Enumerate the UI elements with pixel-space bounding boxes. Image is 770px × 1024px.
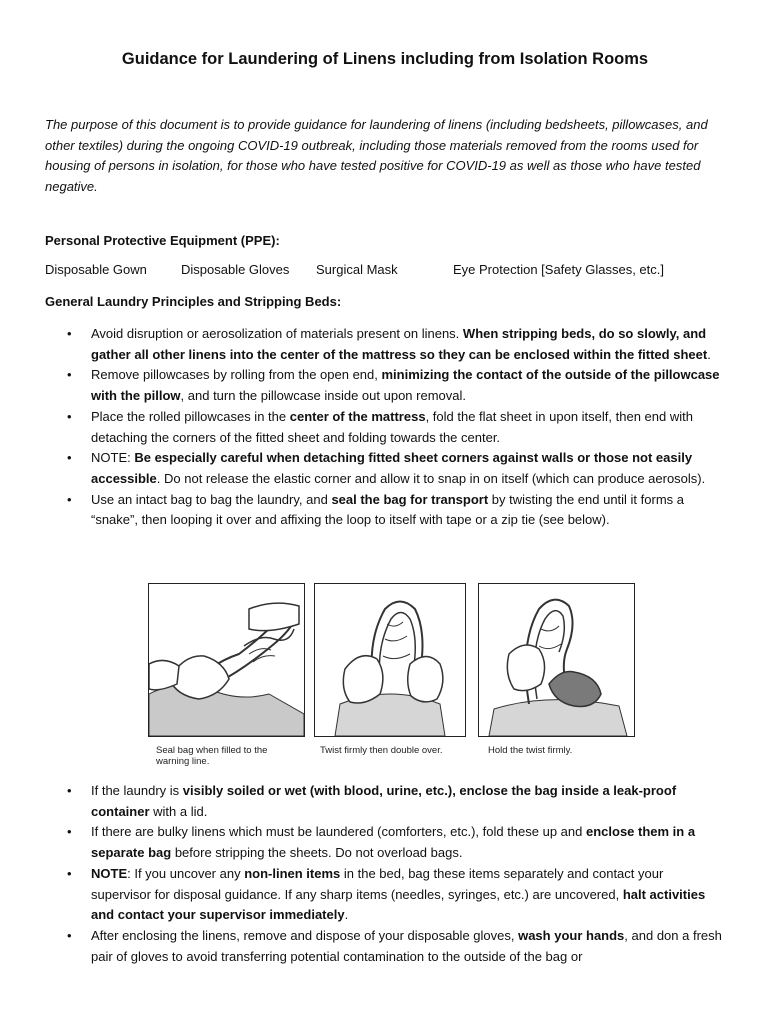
bold-text: seal the bag for transport [331, 491, 489, 507]
ppe-item-eye-protection: Eye Protection [Safety Glasses, etc.] [453, 262, 664, 277]
text: . Do not release the elastic corner and allow it to snap in on itself (which can produce aerosols). [156, 470, 706, 486]
ppe-heading: Personal Protective Equipment (PPE): [45, 233, 280, 248]
bold-text: When stripping beds, do so slowly, and gather all other linens into the center of the mattress so they can be enclosed within the fitted sheet [91, 326, 708, 362]
text: , fold the flat sheet in upon itself, then end with detaching the corners of the fitted sheet and folding towards the center. [91, 408, 693, 445]
text: in the bed, bag these items separately and contact your supervisor for disposal guidance. If any sharp items (needles, syringes, etc.) are uncovered, [91, 865, 664, 902]
text: After enclosing the linens, remove and dispose of your disposable gloves, [91, 927, 519, 943]
text: NOTE: [91, 450, 135, 466]
bullet-dot: • [67, 326, 72, 341]
text: by twisting the end until it forms a “snake”, then looping it over and affixing the loop to itself with tape or a zip tie (see below). [91, 491, 684, 528]
text: , and don a fresh pair of gloves to avoid transferring potential contamination to the outside of the bag or [91, 927, 722, 964]
bold-text: halt activities and contact your supervisor immediately [91, 886, 706, 923]
figure-panel-hold-twist [478, 583, 635, 737]
bold-text: enclose them in a separate bag [91, 824, 696, 861]
bold-text: NOTE [91, 865, 128, 881]
caption-hold-twist: Hold the twist firmly. [488, 745, 573, 756]
figure-panel-twist-bag [314, 583, 466, 737]
bullet-dot: • [67, 927, 72, 943]
bullet-item [45, 324, 725, 365]
text: Use an intact bag to bag the laundry, and [91, 491, 332, 507]
bold-text: visibly soiled or wet (with blood, urine, etc.), enclose the bag inside a leak-proof container [91, 783, 677, 819]
bullet-item [45, 864, 725, 926]
intro-paragraph: The purpose of this document is to provide guidance for laundering of linens (including bedsheets, pillowcases, and other textiles) during the ongoing COVID-19 outbreak, including those materials removed from the rooms used for housing of persons in isolation, for those who have tested positive for COVID-19 as well as those who have tested negative. [45, 117, 708, 194]
bullet-item [45, 781, 725, 822]
page-title: Guidance for Laundering of Linens including from Isolation Rooms [121, 50, 649, 68]
bullet-item [45, 926, 725, 967]
bold-text: Be especially careful when detaching fitted sheet corners against walls or those not easily accessible [91, 450, 693, 486]
bullet-dot: • [67, 491, 72, 507]
caption-twist-bag: Twist firmly then double over. [320, 745, 443, 756]
text: : If you uncover any [127, 865, 245, 881]
laundry-heading: General Laundry Principles and Stripping Beds: [45, 294, 342, 309]
ppe-item-gloves: Disposable Gloves [181, 262, 290, 277]
bullet-dot: • [67, 450, 72, 466]
bullet-dot: • [67, 865, 72, 881]
text: Place the rolled pillowcases in the [91, 408, 290, 424]
twist-bag-illustration [315, 584, 465, 736]
bullet-item [45, 822, 725, 863]
bullet-item [45, 365, 725, 406]
hold-twist-illustration [479, 584, 634, 736]
text: Remove pillowcases by rolling from the open end, [91, 367, 382, 383]
figure-panel-seal-bag [148, 583, 305, 737]
bullet-list-top [45, 324, 725, 531]
text: , and turn the pillowcase inside out upon removal. [180, 388, 466, 404]
bullet-dot: • [67, 408, 72, 424]
bullet-item [45, 448, 725, 489]
ppe-item-gown: Disposable Gown [45, 262, 147, 277]
bullet-list-bottom [45, 781, 725, 967]
caption-seal-bag: Seal bag when filled to the warning line. [156, 745, 268, 767]
text: before stripping the sheets. Do not overload bags. [171, 845, 463, 861]
seal-bag-illustration [149, 584, 304, 736]
text: . [707, 346, 711, 362]
bullet-item [45, 407, 725, 448]
text: If there are bulky linens which must be laundered (comforters, etc.), fold these up and [91, 824, 586, 840]
text: with a lid. [149, 803, 208, 819]
text: Avoid disruption or aerosolization of materials present on linens. [91, 326, 463, 341]
bold-text: center of the mattress [289, 408, 426, 424]
bullet-dot: • [67, 824, 72, 840]
bag-sealing-figure [148, 583, 634, 773]
bullet-dot: • [67, 367, 72, 383]
bold-text: wash your hands [518, 927, 625, 943]
ppe-item-mask: Surgical Mask [316, 262, 398, 277]
bold-text: minimizing the contact of the outside of the pillowcase with the pillow [91, 367, 720, 404]
text: . [344, 907, 349, 923]
bullet-item [45, 490, 725, 531]
bold-text: non-linen items [244, 865, 341, 881]
bullet-dot: • [67, 783, 72, 798]
text: If the laundry is [91, 783, 183, 798]
